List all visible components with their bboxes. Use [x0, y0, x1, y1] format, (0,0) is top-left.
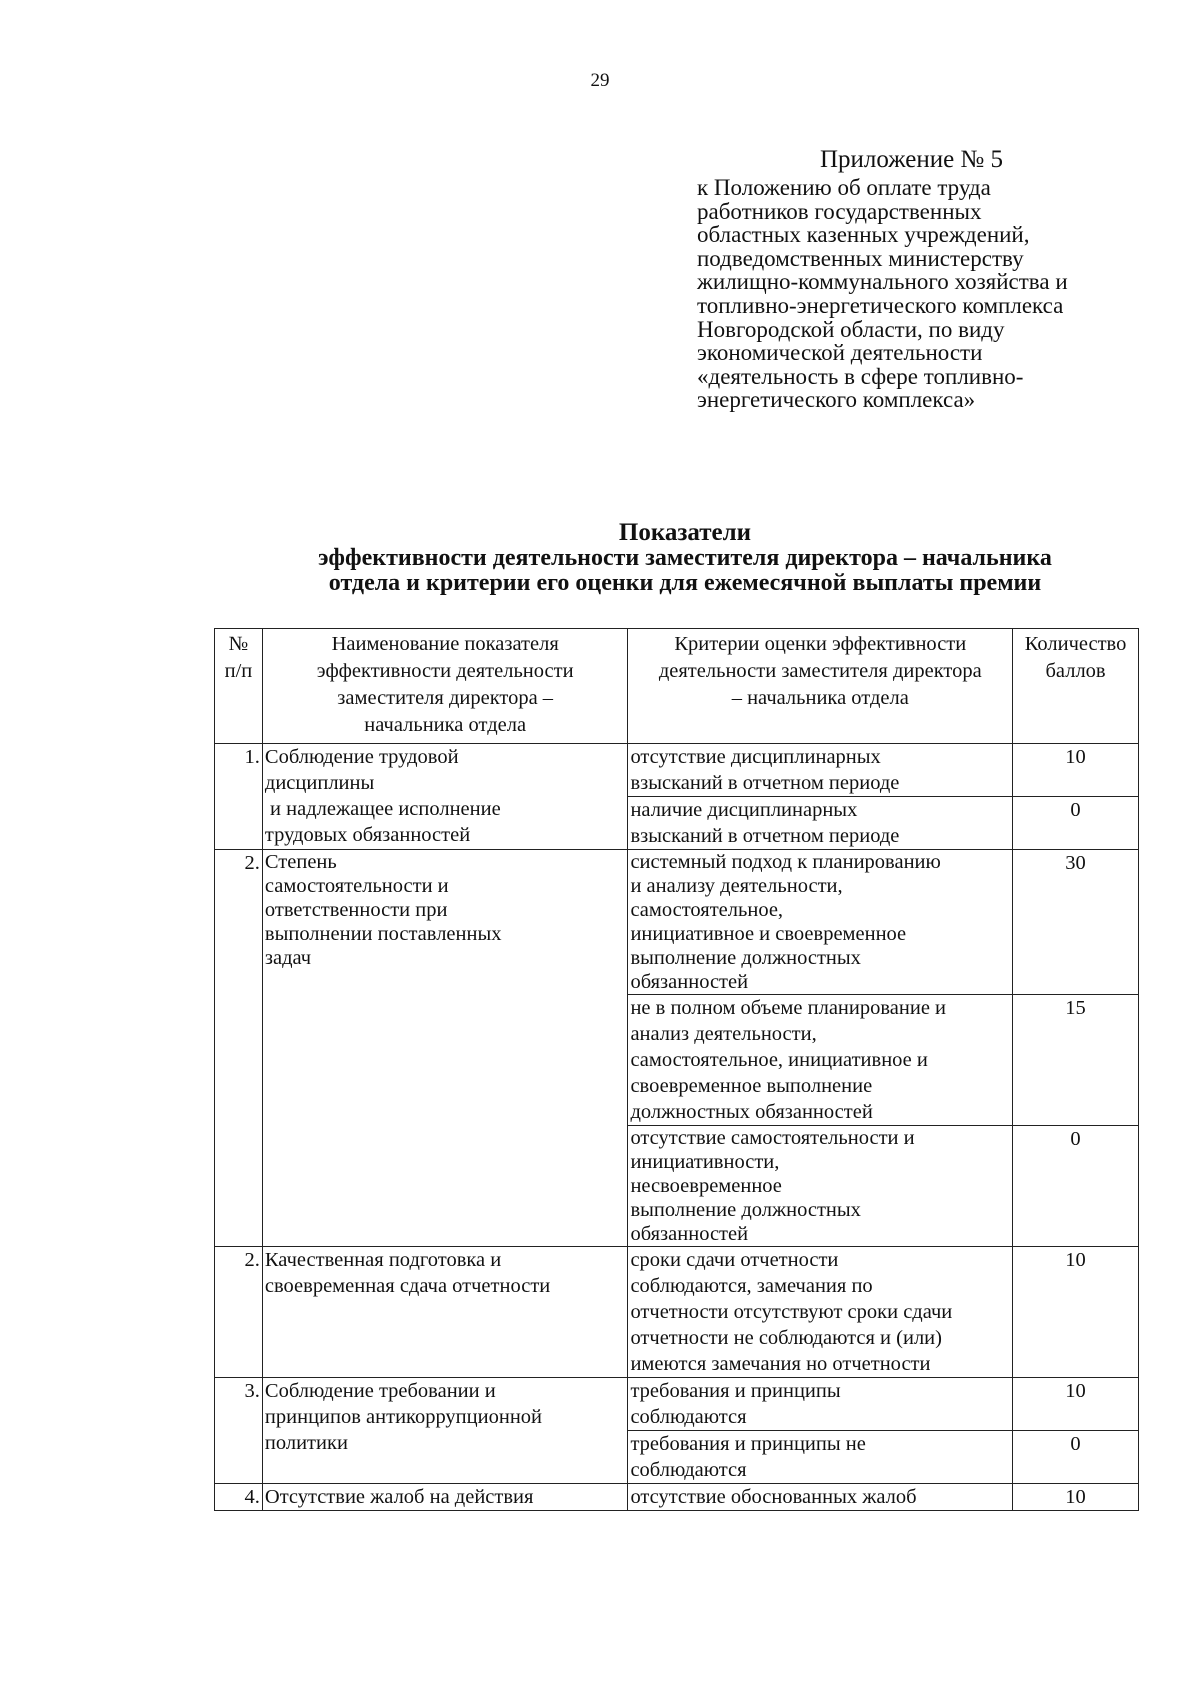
table-row — [215, 1378, 1139, 1431]
points: 10 — [1013, 744, 1139, 797]
cell-line: инициативное и своевременное — [630, 923, 907, 945]
criterion — [628, 1378, 1013, 1431]
cell-line: сроки сдачи отчетности — [630, 1249, 839, 1271]
header-line: № — [228, 633, 249, 655]
cell-line: требования и принципы — [630, 1380, 841, 1402]
row-number: 3. — [215, 1378, 263, 1484]
table-row — [215, 744, 1139, 797]
cell-line: требования и принципы не — [630, 1433, 866, 1455]
header-line: Критерии оценки эффективности — [674, 633, 967, 655]
points: 10 — [1013, 1484, 1139, 1511]
cell-line: соблюдаются, замечания по — [630, 1275, 873, 1297]
appendix-line: жилищно-коммунального хозяйства и — [697, 269, 1068, 295]
cell-line: Соблюдение требовании и — [264, 1380, 496, 1402]
cell-line: соблюдаются — [630, 1406, 747, 1428]
cell-line: наличие дисциплинарных — [630, 799, 858, 821]
cell-line: соблюдаются — [630, 1459, 747, 1481]
heading-line: отдела и критерии его оценки для ежемесячной выплаты премии — [328, 570, 1042, 596]
cell-line: отсутствие дисциплинарных — [630, 746, 881, 768]
appendix-line: топливно-энергетического комплекса — [697, 292, 1064, 318]
appendix-line: работников государственных — [697, 198, 982, 224]
points: 10 — [1013, 1378, 1139, 1431]
points: 15 — [1013, 995, 1139, 1126]
cell-line: несвоевременное — [630, 1175, 782, 1197]
header-line: – начальника отдела — [731, 687, 909, 709]
criterion — [628, 797, 1013, 850]
table-header-row — [215, 629, 1139, 744]
row-number: 2. — [215, 1247, 263, 1378]
points: 30 — [1013, 850, 1139, 995]
table-row — [215, 1484, 1139, 1511]
appendix-line: к Положению об оплате труда — [697, 175, 991, 200]
points: 0 — [1013, 797, 1139, 850]
criterion — [628, 995, 1013, 1126]
appendix-line: областных казенных учреждений, — [697, 222, 1030, 248]
cell-line: отчетности отсутствуют сроки сдачи — [630, 1301, 953, 1323]
criterion — [628, 1484, 1013, 1511]
cell-line: анализ деятельности, — [630, 1023, 817, 1045]
cell-line: самостоятельное, инициативное и — [630, 1049, 928, 1071]
cell-line: Качественная подготовка и — [264, 1249, 502, 1271]
appendix-title: Приложение № 5 — [820, 146, 1004, 173]
cell-line: должностных обязанностей — [630, 1101, 873, 1123]
cell-line: инициативности, — [630, 1151, 780, 1173]
cell-line: политики — [264, 1432, 348, 1454]
cell-line: отчетности не соблюдаются и (или) — [630, 1327, 942, 1349]
cell-line: отсутствие самостоятельности и — [630, 1127, 915, 1149]
cell-line: задач — [264, 947, 312, 969]
cell-line: обязанностей — [630, 971, 749, 993]
points: 0 — [1013, 1126, 1139, 1247]
indicator-name — [262, 1484, 628, 1511]
header-num — [215, 629, 263, 744]
heading-line: эффективности деятельности заместителя директора – начальника — [318, 544, 1052, 571]
table-row — [215, 1247, 1139, 1378]
cell-line: своевременное выполнение — [630, 1075, 873, 1097]
appendix-line: экономической деятельности — [697, 340, 983, 366]
criterion — [628, 744, 1013, 797]
header-line: баллов — [1045, 660, 1106, 682]
cell-line: дисциплины — [264, 772, 375, 794]
cell-line: трудовых обязанностей — [264, 824, 471, 846]
cell-line: Соблюдение трудовой — [264, 746, 459, 768]
header-name — [262, 629, 628, 744]
header-points — [1013, 629, 1139, 744]
page-number: 29 — [590, 70, 610, 91]
row-number: 1. — [215, 744, 263, 850]
appendix-line: энергетического комплекса» — [697, 387, 976, 413]
header-line: начальника отдела — [364, 714, 527, 736]
heading-title: Показатели — [618, 519, 752, 546]
criterion — [628, 1126, 1013, 1247]
cell-line: не в полном объеме планирование и — [630, 997, 947, 1019]
cell-line: и надлежащее исполнение — [264, 798, 501, 820]
criterion — [628, 1247, 1013, 1378]
cell-line: ответственности при — [264, 899, 448, 921]
header-criteria — [628, 629, 1013, 744]
criterion — [628, 1431, 1013, 1484]
points: 10 — [1013, 1247, 1139, 1378]
cell-line: выполнение должностных — [630, 947, 861, 969]
cell-line: и анализу деятельности, — [630, 875, 843, 897]
cell-line: системный подход к планированию — [630, 851, 941, 873]
cell-line: обязанностей — [630, 1223, 749, 1245]
row-number: 4. — [215, 1484, 263, 1511]
header-line: заместителя директора – — [337, 687, 554, 709]
header-line: деятельности заместителя директора — [658, 660, 982, 682]
cell-line: отсутствие обоснованных жалоб — [630, 1486, 917, 1508]
appendix-line: подведомственных министерству — [697, 245, 1024, 271]
cell-line: самостоятельности и — [264, 875, 449, 897]
appendix-line: Новгородской области, по виду — [697, 316, 1005, 342]
header-line: Количество — [1024, 633, 1127, 655]
header-line: п/п — [224, 660, 253, 682]
criteria-table — [214, 628, 1139, 1511]
appendix-line: «деятельность в сфере топливно- — [697, 363, 1024, 389]
points: 0 — [1013, 1431, 1139, 1484]
cell-line: выполнение должностных — [630, 1199, 861, 1221]
cell-line: Отсутствие жалоб на действия — [264, 1486, 534, 1508]
indicator-name — [262, 850, 628, 1247]
indicator-name — [262, 1247, 628, 1378]
cell-line: взысканий в отчетном периоде — [630, 772, 900, 794]
table-row — [215, 850, 1139, 995]
cell-line: принципов антикоррупционной — [264, 1406, 543, 1428]
appendix-block — [697, 146, 1177, 412]
cell-line: имеются замечания но отчетности — [630, 1353, 931, 1375]
cell-line: выполнении поставленных — [264, 923, 502, 945]
cell-line: взысканий в отчетном периоде — [630, 825, 900, 847]
cell-line: Степень — [264, 851, 337, 873]
cell-line: самостоятельное, — [630, 899, 784, 921]
indicator-name — [262, 744, 628, 850]
header-line: эффективности деятельности — [316, 660, 574, 682]
criterion — [628, 850, 1013, 995]
document-heading — [160, 520, 1200, 597]
row-number: 2. — [215, 850, 263, 1247]
indicator-name — [262, 1378, 628, 1484]
cell-line: своевременная сдача отчетности — [264, 1275, 551, 1297]
header-line: Наименование показателя — [331, 633, 559, 655]
